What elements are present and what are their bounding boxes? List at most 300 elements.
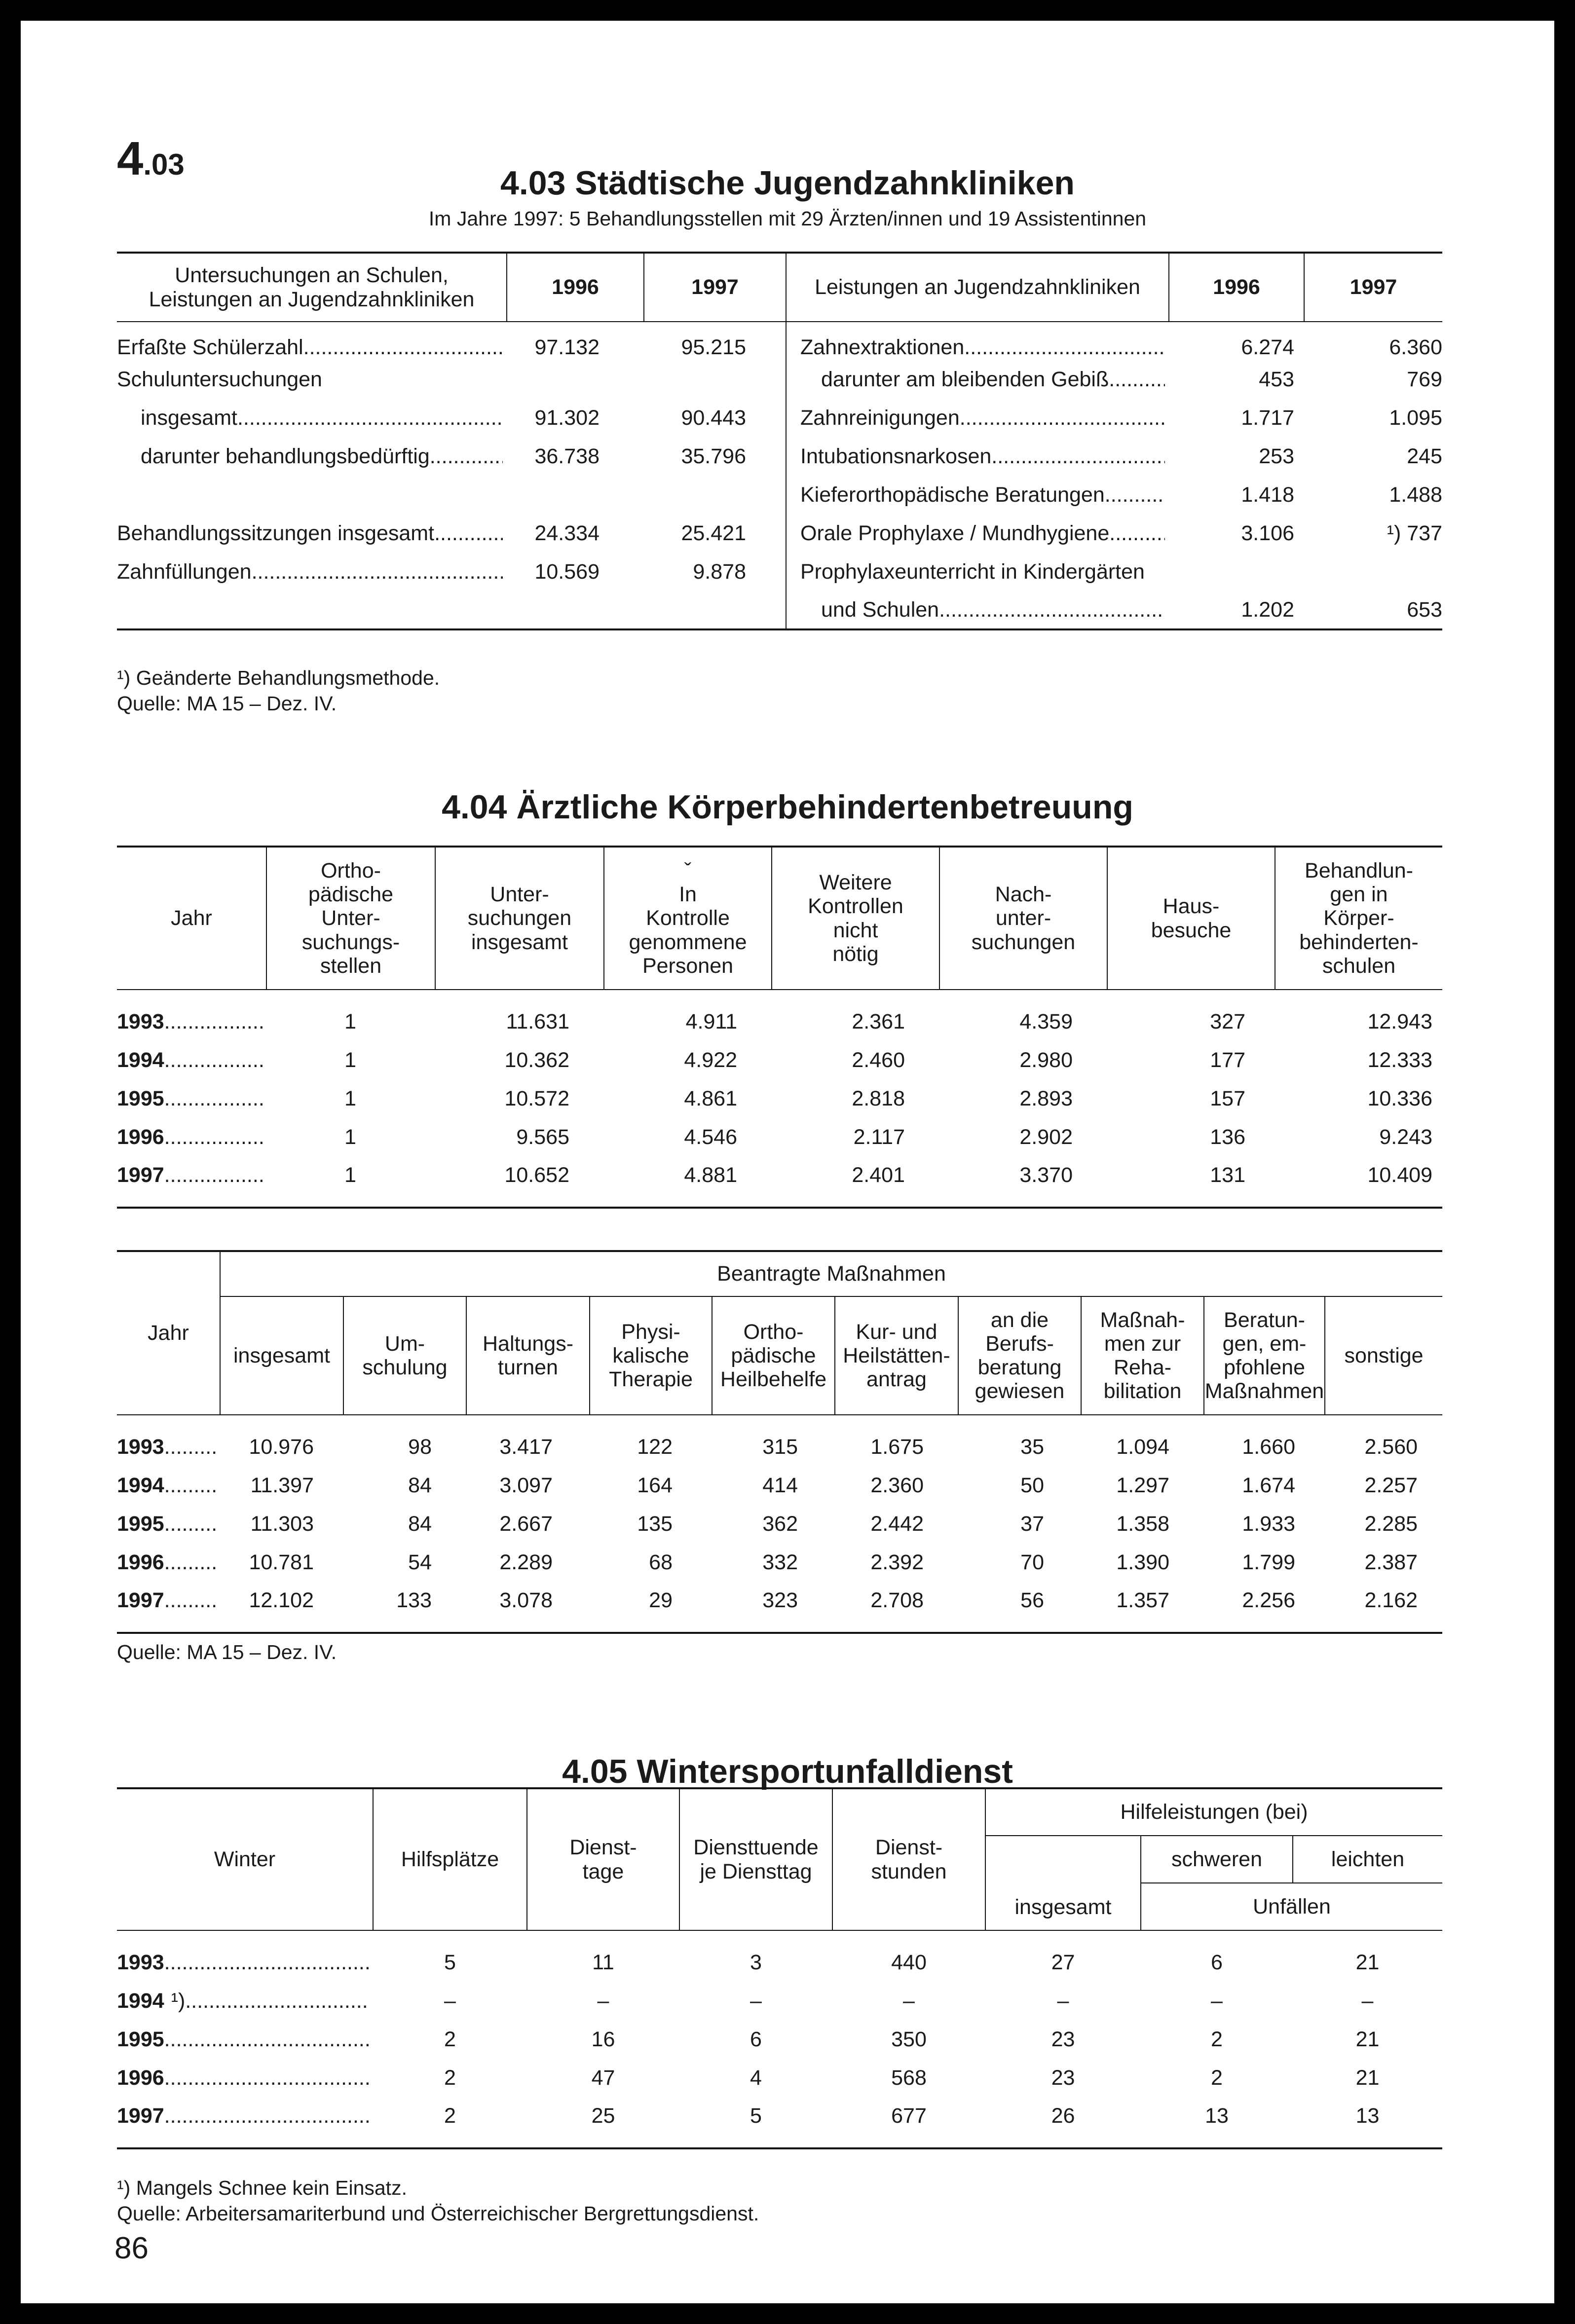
left-value-1997: 25.421 [644,514,786,553]
value-cell: 2.256 [1204,1582,1325,1633]
value-cell: 2 [444,2027,456,2051]
header-line: Kontrollen [808,894,903,919]
right-value-1997: 1.095 [1389,406,1442,430]
diensttuende-header: Diensttuende je Diensttag [679,1788,832,1930]
table-row [117,591,1442,629]
value-cell: 2.361 [852,1010,905,1033]
value-cell: 10.781 [249,1550,314,1574]
column-header [712,1296,835,1415]
year-cell [117,1156,266,1208]
header-line: Kontrolle [646,906,730,930]
value-cell: 1.390 [1116,1550,1169,1574]
value-cell: 135 [637,1512,673,1536]
leader-dots [164,1550,218,1575]
value-cell: 133 [343,1582,466,1633]
row-label [117,2028,369,2052]
left-label-cell [117,553,507,591]
value-cell: 157 [1210,1086,1245,1110]
group-header: Beantragte Maßnahmen [220,1251,1442,1296]
right-value-1996: 6.274 [1241,335,1294,359]
label-text: 1996 [117,1550,164,1574]
header-line: In [679,883,697,907]
right-label-cell [786,476,1169,514]
value-cell: 2.893 [1019,1086,1073,1110]
header-1996-left: 1996 [507,253,644,322]
value-cell: 12.102 [220,1582,343,1633]
value-cell: 4.922 [684,1048,737,1072]
header-line: stellen [320,954,382,978]
leader-dots [1109,521,1165,546]
header-line: Heilstätten- [843,1343,950,1367]
header-line: besuche [1151,918,1232,942]
value-cell: 50 [1020,1473,1044,1497]
right-label-cell [786,514,1169,553]
leader-dots [991,444,1165,469]
left-value-1996: 10.569 [534,559,600,584]
value-cell: 27 [1051,1951,1075,1974]
value-cell: 37 [1020,1512,1044,1536]
label-text: 1995 [117,1086,164,1110]
table-4-03-subtitle: Im Jahre 1997: 5 Behandlungsstellen mit 29 Ärzten/innen und 19 Assistentinnen [428,207,1147,230]
header-line: insgesamt [471,930,568,954]
value-cell: 98 [408,1435,432,1459]
year-cell [117,1079,266,1118]
left-label-cell [117,591,507,629]
column-header [604,847,772,990]
table-row [117,2097,1442,2148]
value-cell: 1.357 [1081,1582,1204,1633]
value-cell: 4.861 [684,1086,737,1110]
value-cell: 2.980 [1019,1048,1073,1072]
leader-dots [164,2028,369,2052]
row-label [117,1163,263,1187]
header-line: Kur- und [856,1320,938,1344]
value-cell: 21 [1355,2027,1380,2051]
column-header [1107,847,1275,990]
header-line: Physi- [621,1320,680,1344]
left-value-1997 [644,591,786,629]
header-line: sonstige [1344,1343,1424,1367]
left-value-1996 [507,360,644,399]
header-left: Untersuchungen an Schulen, Leistungen an Jugendzahnkliniken [117,253,507,322]
value-cell: 21 [1355,1951,1380,1974]
row-label [141,444,503,469]
value-cell: 10.362 [504,1048,569,1072]
header-line: suchungen [467,906,572,930]
row-label [117,2066,369,2090]
leader-dots [303,335,503,360]
leader-dots [960,406,1165,430]
header-line: ˇ [684,859,692,883]
leader-dots [1105,483,1165,507]
value-cell: – [1361,1989,1374,2013]
row-label [117,1010,263,1034]
header-line: antrag [866,1367,927,1392]
value-cell: 1.675 [870,1435,924,1459]
year-cell [117,2059,373,2097]
row-label [117,1435,218,1459]
year-cell [117,1466,220,1505]
value-cell: 3.078 [466,1582,590,1633]
table-row [117,553,1442,591]
row-label [821,598,1165,622]
value-cell: 440 [891,1951,927,1974]
left-value-1996: 97.132 [534,335,600,359]
value-cell: 2.117 [853,1125,905,1149]
value-cell: 68 [649,1550,673,1574]
value-cell: 1.799 [1242,1550,1295,1574]
row-label [117,1512,218,1536]
table-row [117,2020,1442,2059]
value-cell: – [1057,1989,1069,2013]
right-value-1997: 769 [1407,367,1442,391]
value-cell: 136 [1210,1125,1245,1149]
row-label [141,406,503,430]
value-cell: 350 [891,2027,927,2051]
label-text: 1994 [117,1048,164,1072]
header-line: pädische [308,883,394,907]
value-cell: 1 [266,1156,435,1208]
header-line: Haus- [1162,894,1220,919]
value-cell: 2.257 [1364,1473,1418,1497]
label-text: 1993 [117,1010,164,1033]
right-value-1997: 245 [1407,444,1442,468]
year-cell [117,1041,266,1079]
winter-header: Winter [117,1788,373,1930]
right-value-1996: 253 [1259,444,1294,468]
diensttage-header: Dienst- tage [527,1788,679,1930]
value-cell: 3.097 [499,1473,553,1497]
row-label [117,560,503,584]
right-value-1996: 1.717 [1241,406,1294,430]
label-text: Behandlungssitzungen insgesamt [117,521,435,545]
value-cell: 2.818 [852,1086,905,1110]
header-1996-right: 1996 [1169,253,1304,322]
right-value-1997: 653 [1304,591,1442,629]
table-row [117,1118,1442,1156]
label-text: 1997 [117,1163,164,1187]
leader-dots [164,1125,263,1149]
label-text: Zahnextraktionen [800,335,965,359]
row-label [117,1550,218,1575]
value-cell: 1.297 [1116,1473,1169,1497]
value-cell: 54 [408,1550,432,1574]
value-cell: – [903,1989,915,2013]
header-right: Leistungen an Jugendzahnkliniken [786,253,1169,322]
value-cell: 164 [637,1473,673,1497]
leader-dots [164,1512,218,1536]
year-cell [117,1505,220,1543]
right-value-1996: 1.202 [1169,591,1304,629]
header-line: Unter- [321,906,380,930]
value-cell: 2.387 [1364,1550,1418,1574]
value-cell: 12.943 [1367,1010,1432,1033]
right-label-cell [786,553,1169,591]
year-cell [117,1982,373,2020]
header-line: Heilbehelfe [720,1367,827,1392]
header-line: Jahr [171,906,212,930]
label-text: insgesamt [141,406,237,430]
value-cell: 25 [527,2097,679,2148]
label-text: Kieferorthopädische Beratungen [800,482,1105,507]
value-cell: 11 [592,1951,614,1974]
value-cell: 677 [832,2097,985,2148]
header-line: schulung [362,1356,448,1379]
table-4-03-title: 4.03 Städtische Jugendzahnkliniken [500,164,1075,202]
column-header [117,847,266,990]
value-cell: 9.243 [1379,1125,1432,1149]
value-cell: 1.933 [1242,1512,1295,1536]
value-cell: 4 [750,2066,762,2090]
value-cell: 11.303 [250,1512,314,1536]
value-cell: 2.285 [1364,1512,1418,1536]
header-line: Reha- [1113,1356,1172,1379]
value-cell: 4.881 [604,1156,772,1208]
table-4-04-source: Quelle: MA 15 – Dez. IV. [117,1641,337,1663]
leader-dots [237,406,503,430]
year-cell [117,2020,373,2059]
label-text: 1995 [117,1512,164,1536]
left-label-cell [117,360,507,399]
header-1997-right: 1997 [1304,253,1442,322]
row-label [800,444,1165,469]
header-line: suchungen [971,930,1076,954]
header-line: Nach- [995,883,1052,907]
row-label [117,1989,369,2013]
header-1997-left: 1997 [644,253,786,322]
value-cell: 122 [637,1435,673,1459]
page-number: 86 [114,2231,149,2265]
left-value-1997: 35.796 [644,437,786,476]
value-cell: 10.572 [504,1086,569,1110]
label-text: darunter am bleibenden Gebiß [821,367,1109,391]
label-text: 1994 [117,1473,164,1497]
header-line: kalische [612,1343,689,1367]
header-line: Personen [642,954,734,978]
value-cell: 2.460 [852,1048,905,1072]
value-cell: 2.442 [870,1512,924,1536]
value-cell: 2 [444,2066,456,2090]
right-value-1996: 453 [1259,367,1294,391]
value-cell: 10.409 [1275,1156,1442,1208]
year-cell [117,1415,220,1466]
table-row [117,990,1442,1041]
year-cell [117,2097,373,2148]
column-header [343,1296,466,1415]
value-cell: 11.397 [250,1473,314,1497]
right-label-cell [786,360,1169,399]
label-text: 1993 [117,1435,164,1459]
chapter-number: 4.03 [117,132,185,185]
left-label-cell [117,437,507,476]
right-label-cell [786,322,1169,360]
value-cell: 6 [1211,1951,1223,1974]
value-cell: 568 [891,2066,927,2090]
header-line: unter- [995,906,1051,930]
header-line: turnen [498,1356,558,1379]
value-cell: 332 [762,1550,798,1574]
label-text: Zahnfüllungen [117,559,252,584]
header-line: Maßnah- [1100,1308,1185,1332]
value-cell: 327 [1210,1010,1245,1033]
hilfeleistungen-header: Hilfeleistungen (bei) [985,1788,1442,1836]
label-text: Erfaßte Schülerzahl [117,335,303,359]
table-4-05 [117,1787,1442,2149]
label-text: Schuluntersuchungen [117,367,322,391]
leader-dots [164,1163,263,1187]
leader-dots [185,1989,369,2013]
header-line: Beratun- [1224,1308,1305,1332]
table-4-05-footnote: ¹) Mangels Schnee kein Einsatz. Quelle: Arbeitersamariterbund und Österreichischer Bergrettungsdienst. [117,2176,759,2225]
label-text: Intubationsnarkosen [800,444,992,468]
table-row [117,476,1442,514]
value-cell: 2.360 [870,1473,924,1497]
table-row [117,1930,1442,1982]
label-text: 1996 [117,1125,164,1149]
right-value-1996: 1.418 [1241,482,1294,507]
leader-dots [964,335,1165,360]
value-cell: 84 [408,1473,432,1497]
value-cell: 315 [762,1435,798,1459]
header-line: schulen [1322,954,1396,978]
column-header [590,1296,712,1415]
leader-dots [164,1048,263,1072]
year-text: 1994 [117,1989,164,2013]
label-text: darunter behandlungsbedürftig [141,444,430,468]
value-cell: 21 [1355,2066,1380,2090]
table-4-03-footnote: ¹) Geänderte Behandlungsmethode. Quelle: MA 15 – Dez. IV. [117,666,440,715]
left-value-1997 [644,476,786,514]
jahr-header: Jahr [117,1251,220,1415]
value-cell: 2.902 [1019,1125,1073,1149]
header-line: gewiesen [975,1379,1065,1403]
value-cell: 11.631 [506,1010,569,1033]
value-cell: 26 [985,2097,1141,2148]
value-cell: 23 [1051,2027,1075,2051]
value-cell: 13 [1293,2097,1442,2148]
header-line: behinderten- [1299,930,1419,954]
left-value-1996 [507,591,644,629]
right-value-1996 [1169,553,1304,591]
value-cell: 10.652 [435,1156,604,1208]
value-cell: 1 [344,1125,356,1149]
header-line: Körper- [1323,906,1394,930]
leader-dots [939,598,1165,622]
footnote-mark: ¹) [171,1989,186,2013]
row-label [117,1474,218,1498]
row-label [800,335,1165,360]
header-line: pfohlene [1224,1356,1305,1379]
value-cell: 6 [750,2027,762,2051]
row-label [117,1087,263,1111]
value-cell: 5 [444,1951,456,1974]
value-cell: – [1211,1989,1223,2013]
year-cell [117,990,266,1041]
leader-dots [164,1474,218,1498]
year-text: 1996 [117,2066,164,2090]
row-label [800,406,1165,430]
value-cell: 1 [344,1048,356,1072]
column-header [435,847,604,990]
row-label [117,1048,263,1072]
unfaellen-header: Unfällen [1141,1883,1442,1930]
leader-dots [430,444,503,469]
row-label [117,1951,369,1975]
leader-dots [434,521,503,546]
row-label [800,560,1165,584]
header-line: bilitation [1103,1379,1182,1403]
value-cell: 2.708 [835,1582,958,1633]
year-text: 1995 [117,2027,164,2051]
value-cell: 1.674 [1242,1473,1295,1497]
column-header [466,1296,590,1415]
leader-dots [252,560,503,584]
label-text: Orale Prophylaxe / Mundhygiene [800,521,1110,545]
value-cell: 10.976 [249,1435,314,1459]
table-4-05-title: 4.05 Wintersportunfalldienst [562,1753,1013,1790]
value-cell: 414 [762,1473,798,1497]
left-value-1997 [644,360,786,399]
right-value-1997: 1.488 [1389,482,1442,507]
table-row [117,1505,1442,1543]
header-line: gen, em- [1222,1331,1307,1356]
left-value-1996 [507,476,644,514]
left-value-1997: 95.215 [644,322,786,360]
value-cell: – [444,1989,456,2013]
leader-dots [164,2104,369,2128]
year-text: 1993 [117,1951,164,1974]
row-label [117,335,503,360]
value-cell: 2 [373,2097,527,2148]
row-label [117,1588,218,1613]
column-header [772,847,939,990]
header-line: nötig [832,942,879,966]
right-value-1996: 3.106 [1241,521,1294,545]
table-row [117,1543,1442,1582]
value-cell: 13 [1141,2097,1293,2148]
table-row [117,1415,1442,1466]
header-line: suchungs- [301,930,400,954]
right-value-1997: ¹) 737 [1387,521,1442,545]
value-cell: – [750,1989,762,2013]
column-header [958,1296,1081,1415]
value-cell: 29 [590,1582,712,1633]
table-row [117,1156,1442,1208]
right-value-1997 [1304,553,1442,591]
header-line: Um- [384,1331,425,1356]
year-cell [117,1582,220,1633]
value-cell: – [597,1989,609,2013]
value-cell: 10.336 [1367,1086,1432,1110]
column-header [1275,847,1442,990]
label-text: und Schulen [821,597,939,622]
value-cell: 3 [750,1951,762,1974]
table-4-04-part2 [117,1250,1442,1634]
value-cell: 56 [958,1582,1081,1633]
table-row [117,360,1442,399]
header-line: Ortho- [743,1320,804,1344]
table-row [117,1041,1442,1079]
value-cell: 2 [1211,2066,1223,2090]
header-line: gen in [1330,883,1388,907]
table-row [117,1982,1442,2020]
value-cell: 2.289 [499,1550,553,1574]
schweren-header: schweren [1141,1836,1293,1883]
column-header [266,847,435,990]
column-header [1325,1296,1442,1415]
leader-dots [164,1435,218,1459]
left-label-cell [117,399,507,437]
